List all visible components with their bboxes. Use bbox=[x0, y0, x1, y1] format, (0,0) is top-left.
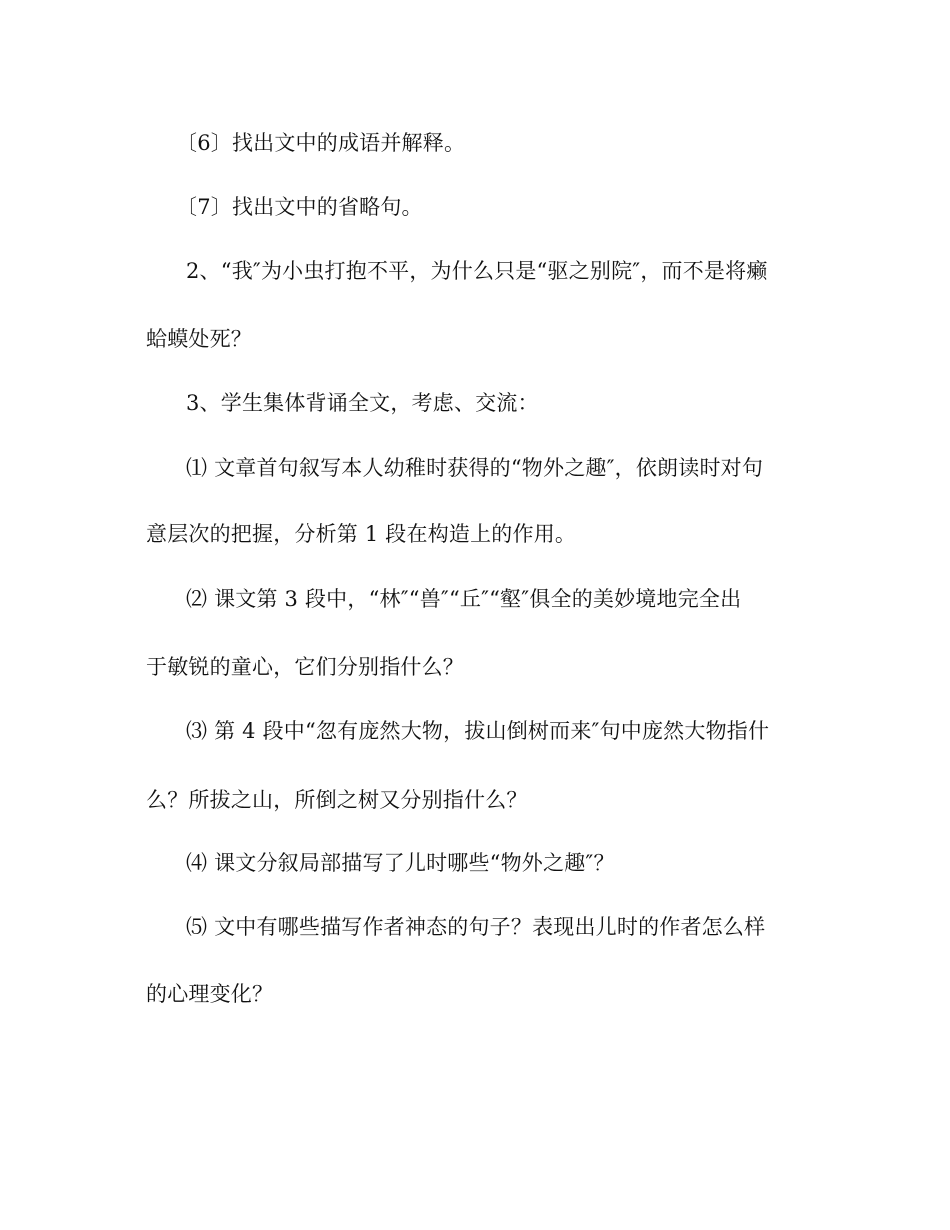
text-line-item-2-cont: 蛤蟆处死？ bbox=[146, 327, 252, 351]
text-line-sub-4: ⑷ 课文分叙局部描写了儿时哪些“物外之趣″？ bbox=[186, 851, 615, 875]
text-line-sub-1-cont: 意层次的把握，分析第 1 段在构造上的作用。 bbox=[146, 522, 577, 546]
text-line-sub-5: ⑸ 文中有哪些描写作者神态的句子？表现出儿时的作者怎么样 bbox=[186, 915, 766, 939]
text-line-sub-3: ⑶ 第 4 段中“忽有庞然大物，拔山倒树而来″句中庞然大物指什 bbox=[186, 719, 770, 743]
text-line-question-6: 〔6〕找出文中的成语并解释。 bbox=[176, 131, 466, 155]
text-line-sub-2-cont: 于敏锐的童心，它们分别指什么？ bbox=[146, 655, 464, 679]
text-line-sub-5-cont: 的心理变化？ bbox=[146, 982, 274, 1006]
text-line-item-2: 2、“我″为小虫打抱不平，为什么只是“驱之别院″，而不是将癞 bbox=[186, 259, 768, 283]
text-line-question-7: 〔7〕找出文中的省略句。 bbox=[176, 195, 423, 219]
text-line-item-3: 3、学生集体背诵全文，考虑、交流： bbox=[186, 391, 539, 415]
text-line-sub-3-cont: 么？所拔之山，所倒之树又分别指什么？ bbox=[146, 788, 528, 812]
text-line-sub-2: ⑵ 课文第 3 段中，“林″“兽″“丘″“壑″俱全的美妙境地完全出 bbox=[186, 587, 742, 611]
text-line-sub-1: ⑴ 文章首句叙写本人幼稚时获得的“物外之趣″，依朗读时对句 bbox=[186, 456, 764, 480]
